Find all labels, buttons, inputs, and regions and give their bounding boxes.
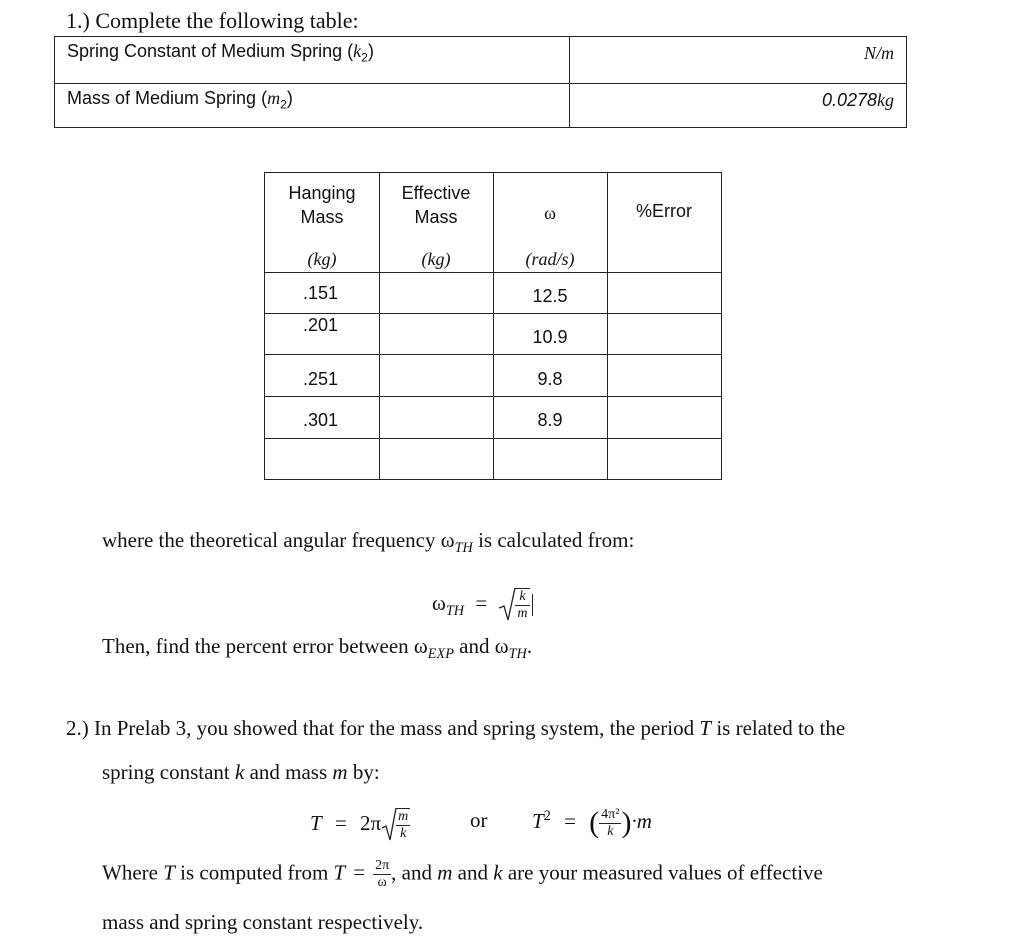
header-percent-error: %Error <box>635 201 692 221</box>
question-2-last-line: mass and spring constant respectively. <box>102 910 424 934</box>
cell-omega: 9.8 <box>537 369 563 389</box>
row-divider <box>265 354 721 355</box>
constants-table <box>54 36 907 128</box>
table-row <box>55 83 906 130</box>
data-table <box>264 172 722 480</box>
row-divider <box>265 272 721 273</box>
cell-hanging-mass: .201 <box>303 315 339 335</box>
column-divider <box>569 37 570 127</box>
unit-omega: (rad/s) <box>525 249 575 269</box>
row-divider <box>265 438 721 439</box>
percent-error-instruction: Then, find the percent error between $\omega_{EXP}$ and $\omega_{TH}$. <box>102 634 533 663</box>
unit-hanging-mass: (kg) <box>307 249 337 269</box>
table-row <box>55 37 906 83</box>
question-1-heading: 1.) Complete the following table: <box>66 8 359 33</box>
cell-omega: 12.5 <box>532 286 568 306</box>
header-omega: ω <box>544 203 556 223</box>
unit-effective-mass: (kg) <box>421 249 451 269</box>
question-2-line-2: spring constant k and mass m by: <box>102 760 380 784</box>
row-divider <box>265 396 721 397</box>
cell-omega: 8.9 <box>537 410 563 430</box>
spring-constant-label: Spring Constant of Medium Spring $(k_2)$ <box>67 41 374 65</box>
or-text: or <box>470 808 488 832</box>
period-squared-formula: $T^2$ = ( $\frac{\text{4π²}}{k}$ )·m <box>532 806 652 839</box>
header-effective-mass: Effective Mass <box>401 183 471 227</box>
cell-hanging-mass: .251 <box>303 369 339 389</box>
spring-constant-value[interactable]: N/m <box>863 43 894 63</box>
spring-mass-value[interactable]: 0.0278kg <box>821 90 894 110</box>
cell-hanging-mass: .301 <box>303 410 339 430</box>
cell-omega: 10.9 <box>532 327 568 347</box>
period-formula: T = 2π $\frac{m}{k}$ <box>310 806 410 844</box>
cell-hanging-mass: .151 <box>303 283 339 303</box>
spring-mass-label: Mass of Medium Spring $(m_2)$ <box>67 88 293 112</box>
row-divider <box>265 313 721 314</box>
theoretical-frequency-text: where the theoretical angular frequency $\omega_{TH}$ is calculated from: <box>102 528 635 557</box>
sqrt-sign <box>381 806 397 844</box>
question-2-line-1: 2.) In Prelab 3, you showed that for the mass and spring system, the period T is related to the <box>66 716 846 740</box>
period-definition-text: Where T is computed from T = $\frac{2\pi}{\omega}$ , and m and k are your measured values of effective <box>102 858 823 890</box>
header-hanging-mass: Hanging Mass <box>288 183 356 227</box>
sqrt-sign <box>498 586 516 624</box>
omega-th-formula: $\omega_{TH}$ = $\frac{k}{m}$ <box>432 586 533 626</box>
